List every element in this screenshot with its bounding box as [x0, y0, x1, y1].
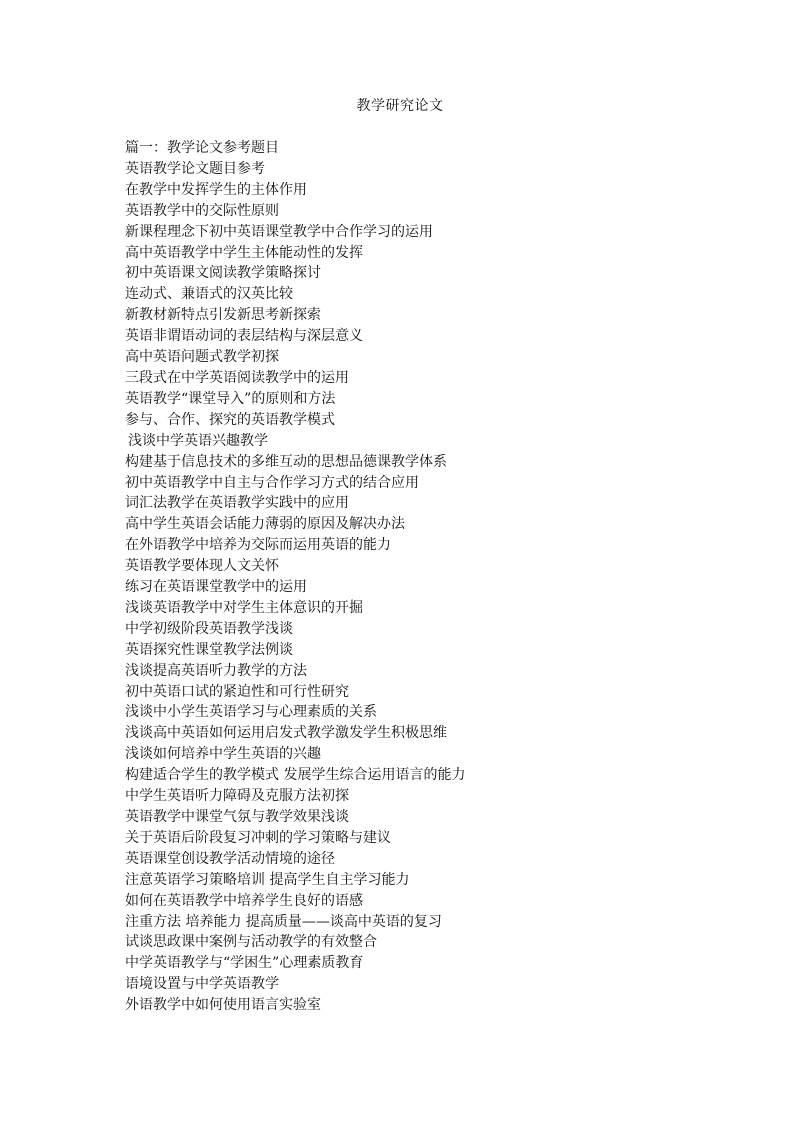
list-item: 在外语教学中培养为交际而运用英语的能力 — [125, 537, 391, 554]
list-item: 浅谈如何培养中学生英语的兴趣 — [125, 746, 321, 763]
list-item: 英语探究性课堂教学法例谈 — [125, 641, 293, 658]
list-item: 构建适合学生的教学模式 发展学生综合运用语言的能力 — [125, 767, 466, 784]
list-item: 中学生英语听力障碍及克服方法初探 — [125, 788, 349, 805]
list-item: 参与、合作、探究的英语教学模式 — [125, 411, 335, 428]
list-item: 浅谈中小学生英语学习与心理素质的关系 — [125, 704, 377, 721]
list-item: 构建基于信息技术的多维互动的思想品德课教学体系 — [125, 453, 447, 470]
list-item: 如何在英语教学中培养学生良好的语感 — [125, 892, 363, 909]
list-item: 中学英语教学与“学困生”心理素质教育 — [125, 955, 364, 972]
list-item: 英语教学“课堂导入”的原则和方法 — [125, 390, 336, 407]
list-item: 连动式、兼语式的汉英比较 — [125, 286, 293, 303]
list-item: 在教学中发挥学生的主体作用 — [125, 181, 307, 198]
list-item: 英语教学中课堂气氛与教学效果浅谈 — [125, 809, 349, 825]
list-item: 三段式在中学英语阅读教学中的运用 — [125, 369, 349, 386]
section-heading: 篇一：教学论文参考题目 — [125, 140, 279, 156]
list-item: 高中英语问题式教学初探 — [125, 349, 279, 366]
list-item: 英语教学论文题目参考 — [125, 160, 265, 177]
document-title: 教学研究论文 — [356, 98, 444, 114]
list-item: 词汇法教学在英语教学实践中的应用 — [125, 495, 349, 512]
list-item: 初中英语课文阅读教学策略探讨 — [125, 265, 321, 282]
list-item: 初中英语口试的紧迫性和可行性研究 — [125, 683, 349, 700]
list-item: 注意英语学习策略培训 提高学生自主学习能力 — [125, 871, 410, 888]
list-item: 中学初级阶段英语教学浅谈 — [125, 620, 293, 637]
list-item: 英语课堂创设教学活动情境的途径 — [125, 850, 335, 867]
list-item: 外语教学中如何使用语言实验室 — [125, 997, 321, 1014]
list-item: 浅谈英语教学中对学生主体意识的开掘 — [125, 599, 363, 616]
list-item: 新课程理念下初中英语课堂教学中合作学习的运用 — [125, 223, 433, 240]
list-item: 初中英语教学中自主与合作学习方式的结合应用 — [125, 474, 419, 491]
list-item: 浅谈提高英语听力教学的方法 — [125, 662, 307, 679]
list-item: 英语教学中的交际性原则 — [125, 202, 279, 219]
list-item: 英语教学要体现人文关怀 — [125, 558, 279, 575]
list-item: 浅谈中学英语兴趣教学 — [128, 432, 268, 449]
list-item: 试谈思政课中案例与活动教学的有效整合 — [125, 934, 377, 951]
list-item: 新教材新特点引发新思考新探索 — [125, 307, 321, 324]
list-item: 高中学生英语会话能力薄弱的原因及解决办法 — [125, 516, 405, 533]
list-item: 练习在英语课堂教学中的运用 — [125, 579, 307, 596]
list-item: 注重方法 培养能力 提高质量——谈高中英语的复习 — [125, 913, 442, 930]
document-body — [125, 138, 685, 1016]
list-item: 语境设置与中学英语教学 — [125, 976, 279, 993]
list-item: 英语非谓语动词的表层结构与深层意义 — [125, 328, 363, 345]
list-item: 关于英语后阶段复习冲刺的学习策略与建议 — [125, 829, 391, 846]
list-item: 浅谈高中英语如何运用启发式教学激发学生积极思维 — [125, 725, 447, 742]
list-item: 高中英语教学中学生主体能动性的发挥 — [125, 244, 363, 261]
